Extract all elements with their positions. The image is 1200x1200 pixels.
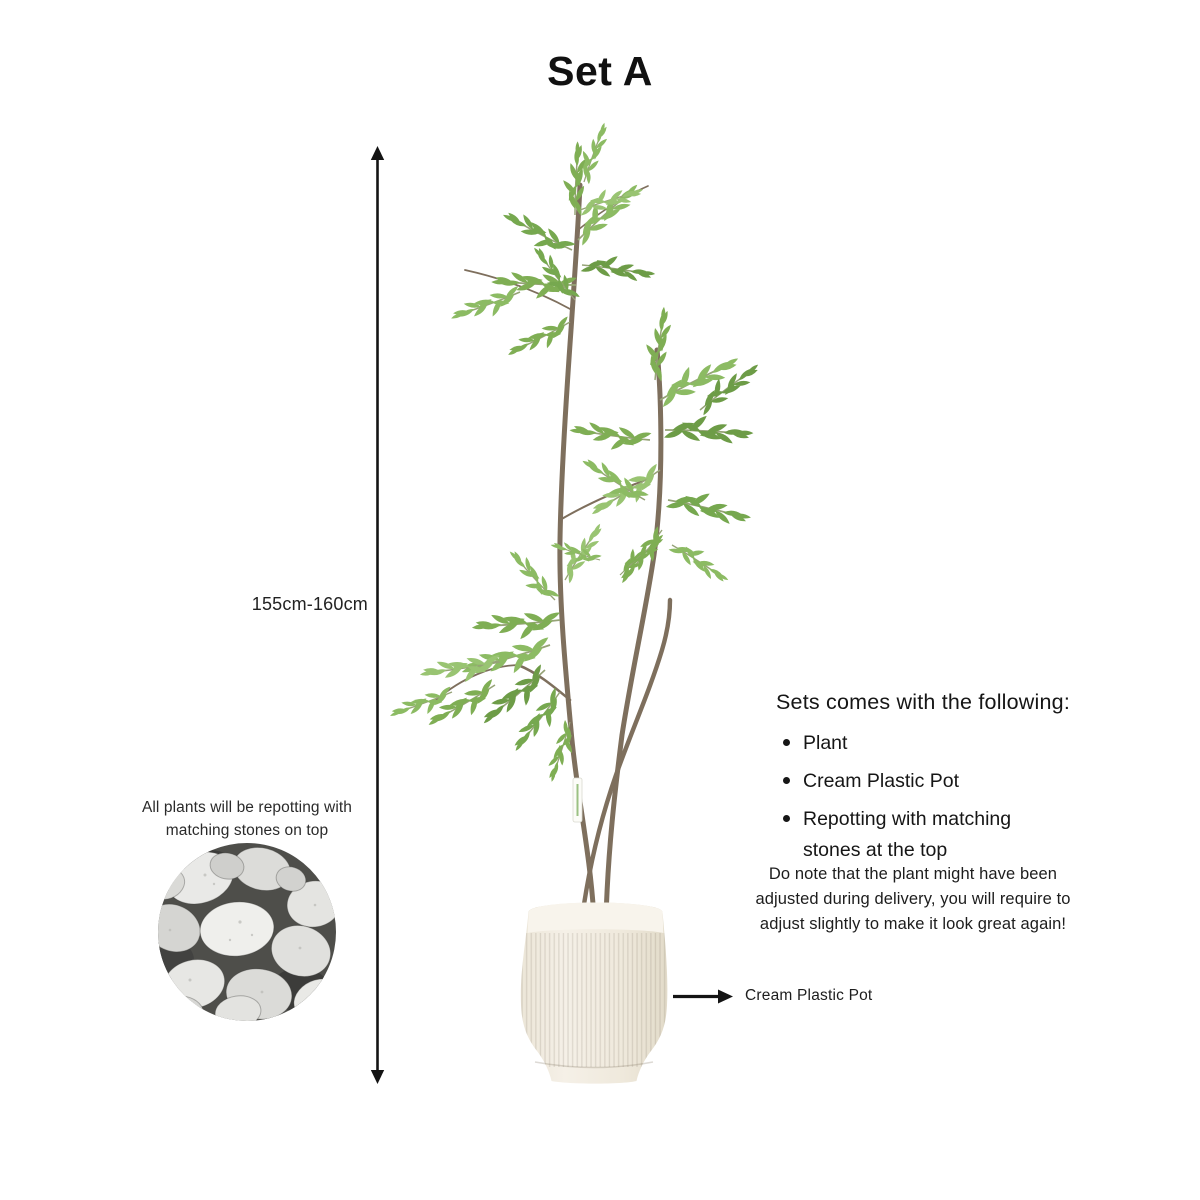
page-title: Set A	[547, 48, 653, 94]
height-measure-arrow-icon	[371, 146, 384, 1084]
plant-tag	[573, 778, 582, 822]
plant-stems	[436, 185, 670, 918]
plant-photo	[387, 120, 769, 1083]
stones-caption: All plants will be repotting with matching stones on top	[141, 799, 353, 840]
included-item: Plant	[780, 728, 1041, 758]
included-list	[780, 728, 1060, 873]
pot-callout-label: Cream Plastic Pot	[745, 987, 873, 1004]
plant-pot	[518, 903, 672, 1084]
height-measurement-label: 155cm-160cm	[251, 594, 368, 614]
pot-callout-arrow-icon	[673, 990, 733, 1004]
delivery-note: Do note that the plant might have been adjusted during delivery, you will require to adjust slightly to make it look great again!	[755, 865, 1071, 933]
included-heading: Sets comes with the following:	[776, 690, 1070, 714]
included-item: Cream Plastic Pot	[780, 766, 1041, 796]
stones-photo	[138, 842, 349, 1031]
included-item: Repotting with matching stones at the top	[780, 804, 1041, 864]
